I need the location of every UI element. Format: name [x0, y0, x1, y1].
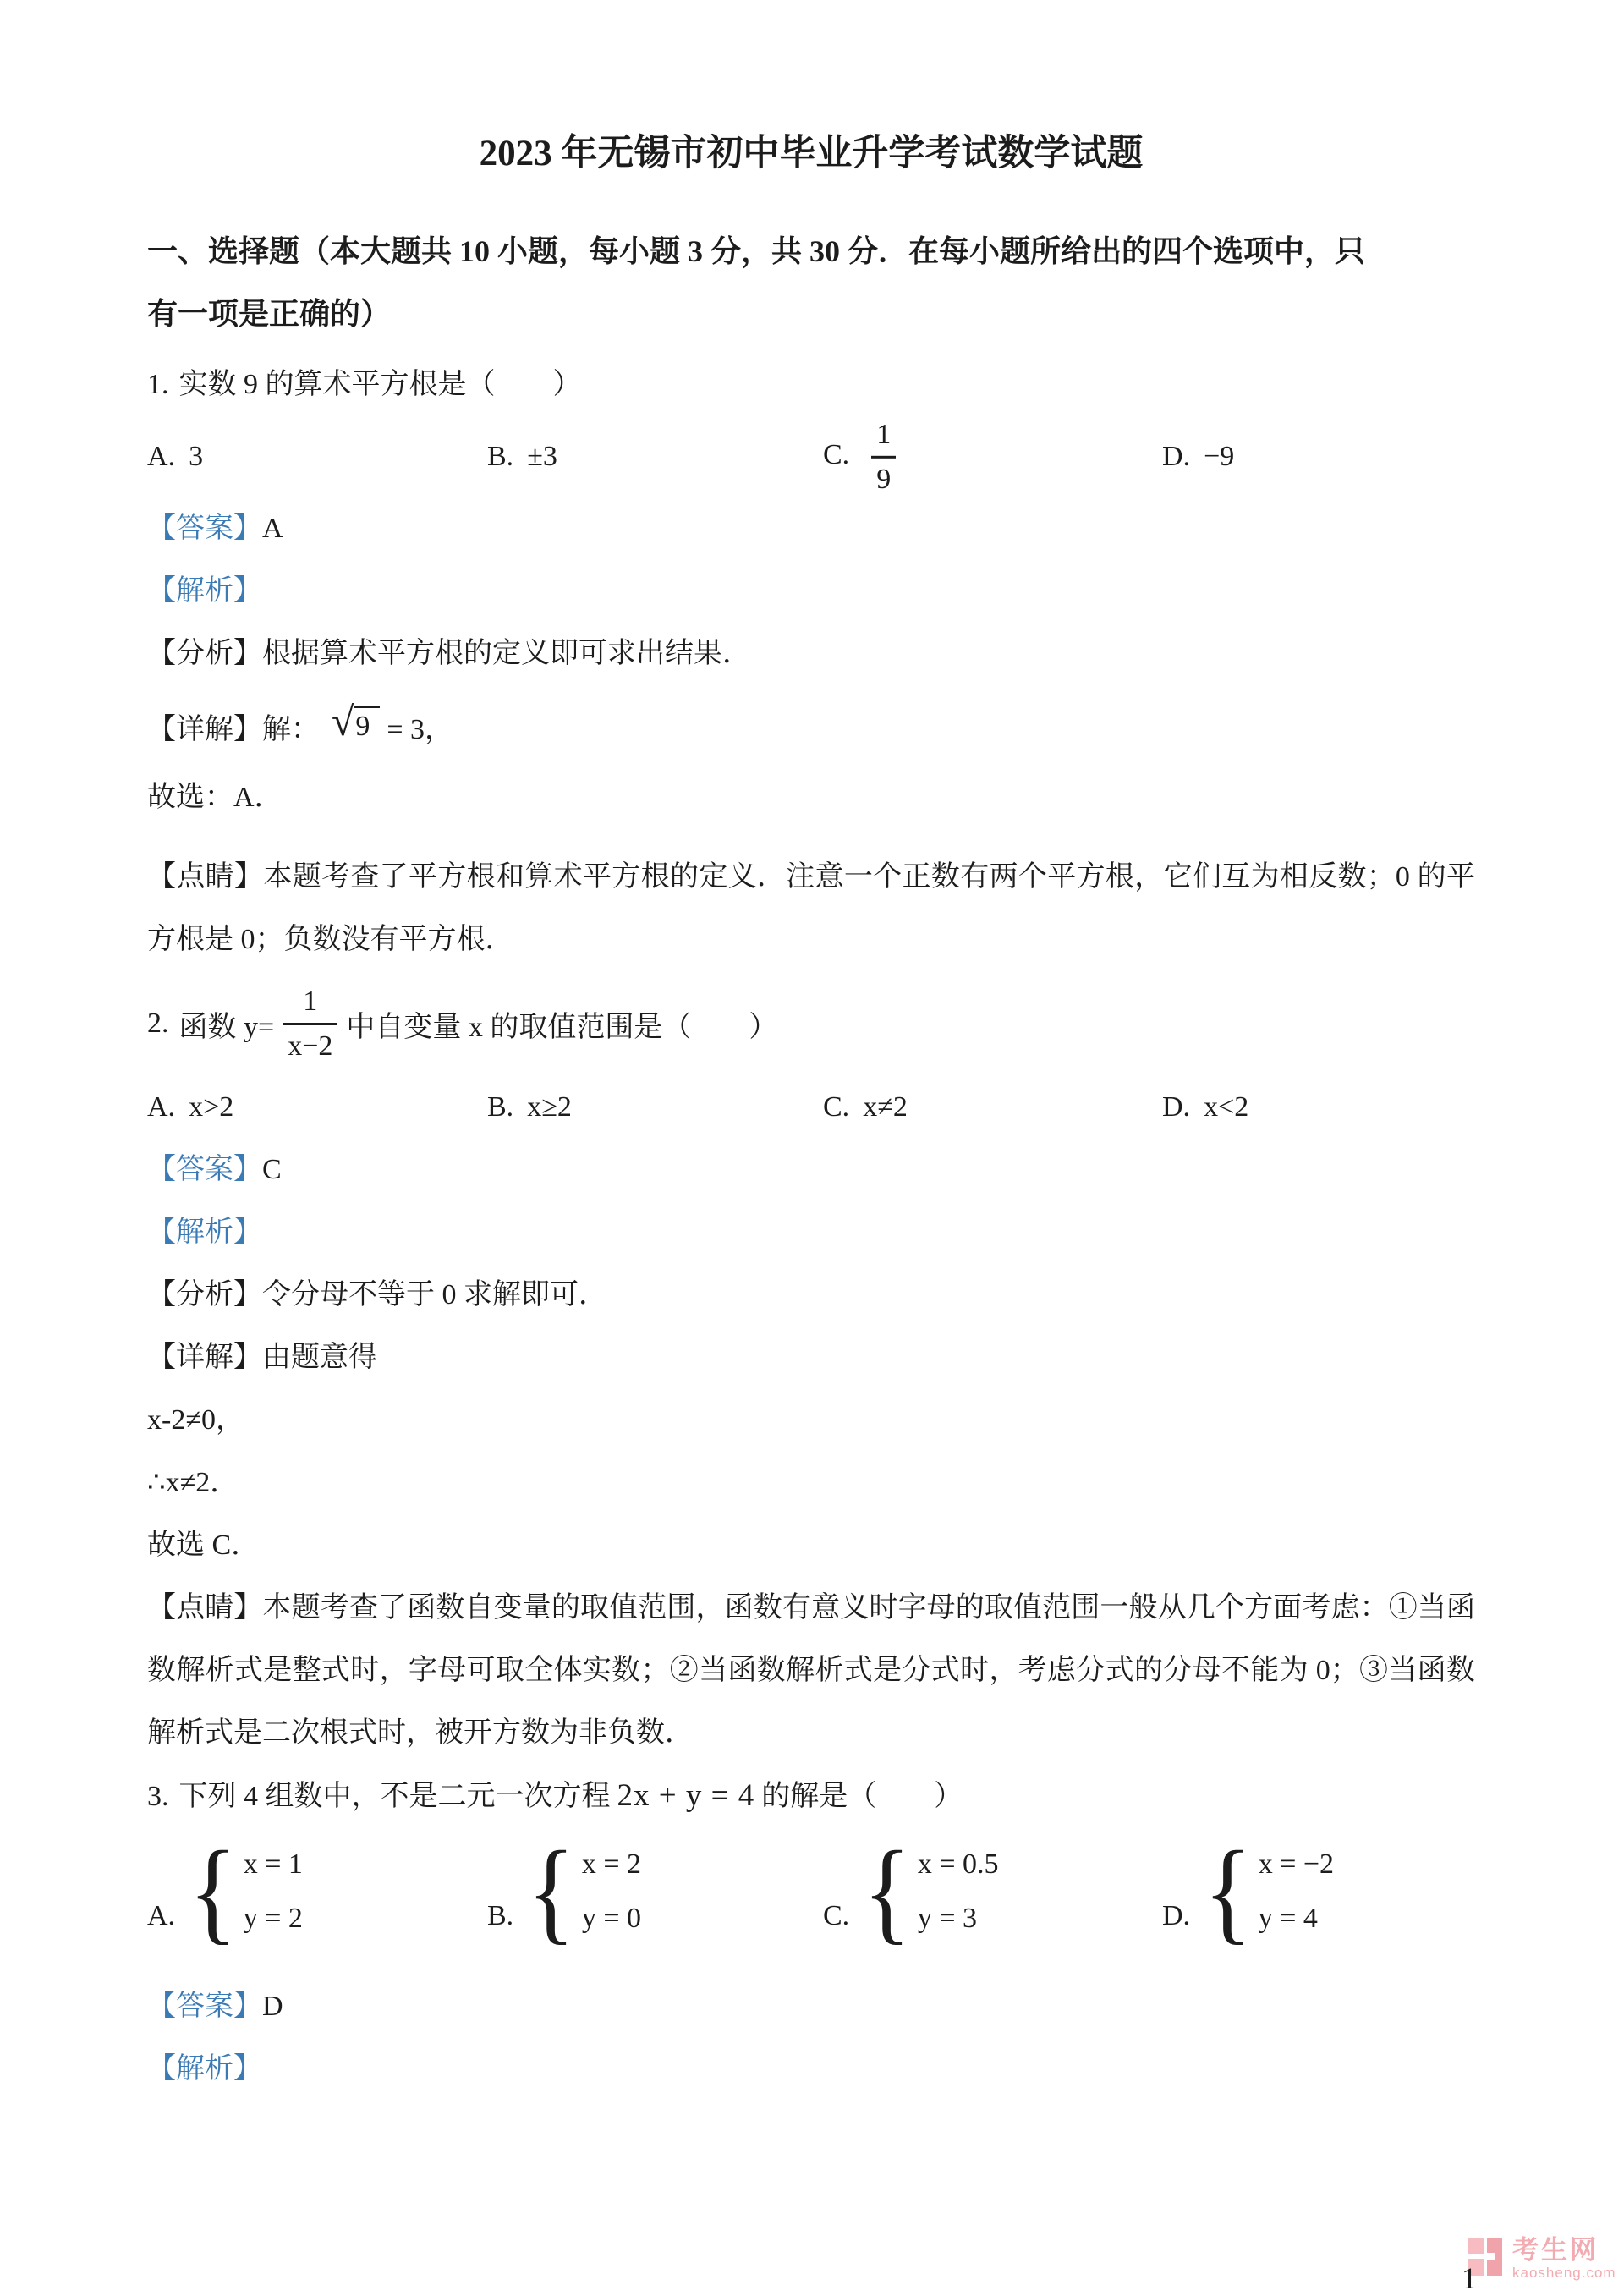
dianjing-label: 【点睛】 [147, 861, 264, 893]
brace-glyph: { [189, 1827, 237, 1955]
q2-analysis-text: 令分母不等于 0 求解即可． [262, 1279, 607, 1310]
q1-number: 1. [147, 369, 169, 400]
q2-option-b-value: x≥2 [527, 1091, 572, 1123]
q1-option-d [1162, 441, 1234, 473]
jiexi-label: 【解析】 [147, 575, 262, 607]
q1-option-c [823, 420, 904, 494]
q1-answer-line [147, 497, 1475, 560]
q2-answer-line [147, 1139, 1475, 1201]
q2-step2: ∴x≠2． [147, 1467, 239, 1498]
page-number: 1 [1462, 2261, 1477, 2295]
fraction-numerator: 1 [876, 418, 892, 450]
q2-option-d-label: D. [1162, 1091, 1191, 1123]
q3-option-a-line1: x = 1 [243, 1848, 303, 1880]
q3-option-b-line1: x = 2 [581, 1848, 642, 1880]
q3-option-c-line1: x = 0.5 [917, 1848, 999, 1880]
section-heading-line2: 有一项是正确的） [147, 297, 392, 331]
q1-conclusion-line: 故选：A． [147, 782, 283, 813]
page-title: 2023 年无锡市初中毕业升学考试数学试题 [479, 134, 1144, 173]
q1-note [147, 846, 1475, 971]
fenxi-label: 【分析】 [147, 1279, 262, 1310]
question-2 [147, 971, 1475, 1765]
answer-label: 【答案】 [147, 1991, 262, 2022]
q3-option-d-line1: x = −2 [1258, 1848, 1335, 1880]
q3-option-c [823, 1827, 999, 1955]
q3-stem-suffix: 的解是（ ） [761, 1781, 963, 1812]
q2-option-a-label: A. [147, 1091, 176, 1123]
q2-analysis-line [147, 1264, 1475, 1327]
q2-option-d [1162, 1091, 1248, 1123]
q1-option-b [487, 441, 557, 473]
kaosheng-watermark [1468, 2236, 1616, 2281]
q2-detail-line [147, 1327, 1475, 1389]
q3-option-b-line2: y = 0 [581, 1903, 642, 1934]
q1-options [147, 416, 1475, 497]
equation-system [189, 1827, 303, 1955]
watermark-site: kaosheng.com [1512, 2265, 1616, 2281]
q2-option-a [147, 1091, 233, 1123]
q1-detail-suffix: = 3， [387, 713, 454, 745]
q1-jiexi-line [147, 560, 1475, 623]
q3-option-a-line2: y = 2 [243, 1903, 303, 1934]
q1-option-d-label: D. [1162, 441, 1191, 472]
jiexi-label: 【解析】 [147, 2053, 262, 2085]
answer-label: 【答案】 [147, 513, 262, 544]
question-1 [147, 354, 1475, 971]
q2-option-b-label: B. [487, 1091, 514, 1123]
q2-option-d-value: x<2 [1204, 1091, 1249, 1123]
fraction-numerator: 1 [303, 985, 318, 1017]
q2-option-a-value: x>2 [189, 1091, 234, 1123]
brace-glyph: { [863, 1827, 911, 1955]
q1-option-a-value: 3 [189, 441, 204, 472]
q1-stem [147, 354, 1475, 416]
q3-option-d-line2: y = 4 [1258, 1903, 1318, 1934]
q2-options [147, 1076, 1475, 1139]
q2-option-b [487, 1091, 572, 1123]
q2-stem-prefix: 函数 y= [178, 1011, 275, 1043]
q3-equation: 2x + y = 4 [617, 1778, 755, 1813]
q3-answer-line [147, 1975, 1475, 2038]
page-content [147, 127, 1475, 2101]
q2-stem-suffix: 中自变量 x 的取值范围是（ ） [346, 1011, 778, 1043]
q2-fraction [283, 986, 337, 1061]
q1-option-c-fraction [871, 420, 896, 494]
question-3 [147, 1765, 1475, 2101]
q2-note [147, 1577, 1475, 1765]
q3-jiexi-line [147, 2038, 1475, 2101]
q3-stem-prefix: 下列 4 组数中，不是二元一次方程 [178, 1781, 611, 1812]
q3-answer-value: D [262, 1991, 283, 2022]
q2-option-c [823, 1091, 908, 1123]
q2-option-c-label: C. [823, 1091, 850, 1123]
q3-option-b-label: B. [487, 1900, 514, 1931]
q1-detail-line [147, 685, 1475, 766]
q2-step1: x-2≠0， [147, 1404, 244, 1436]
q1-detail-prefix: 解： [262, 713, 320, 745]
q3-option-a-label: A. [147, 1900, 176, 1931]
brace-glyph: { [1204, 1827, 1252, 1955]
q1-stem-text: 实数 9 的算术平方根是（ ） [178, 369, 582, 400]
sqrt-expression [332, 700, 380, 746]
q3-option-c-label: C. [823, 1900, 850, 1931]
q3-number: 3. [147, 1781, 169, 1812]
q2-conclusion-line: 故选 C． [147, 1530, 261, 1561]
q3-option-a [147, 1827, 303, 1955]
fraction-denominator: x−2 [283, 1023, 337, 1062]
radical-sign: √ [332, 700, 354, 744]
radicand: 9 [354, 706, 380, 741]
equation-system [1204, 1827, 1335, 1955]
equation-system [527, 1827, 642, 1955]
fraction-denominator: 9 [871, 456, 896, 495]
q1-analysis-text: 根据算术平方根的定义即可求出结果． [262, 638, 751, 669]
section-heading-line1: 一、选择题（本大题共 10 小题，每小题 3 分，共 30 分．在每小题所给出的四个选项中，只 [147, 234, 1366, 268]
fenxi-label: 【分析】 [147, 638, 262, 669]
q1-answer-value: A [262, 513, 283, 544]
dianjing-label: 【点睛】 [147, 1592, 263, 1623]
xiangjie-label: 【详解】 [147, 1342, 262, 1373]
q1-analysis-line [147, 623, 1475, 685]
q3-options [147, 1828, 1475, 1955]
jiexi-label: 【解析】 [147, 1217, 262, 1248]
section-heading [147, 220, 1475, 345]
q2-number: 2. [147, 1008, 169, 1039]
answer-label: 【答案】 [147, 1154, 262, 1185]
q3-option-b [487, 1827, 642, 1955]
q3-option-c-line2: y = 3 [917, 1903, 978, 1934]
q2-jiexi-line [147, 1201, 1475, 1264]
q1-option-c-label: C. [823, 438, 850, 470]
equation-system [863, 1827, 999, 1955]
q1-option-b-value: ±3 [527, 441, 557, 472]
q3-option-d-label: D. [1162, 1900, 1191, 1931]
brace-glyph: { [527, 1827, 575, 1955]
xiangjie-label: 【详解】 [147, 713, 262, 745]
q2-option-c-value: x≠2 [863, 1091, 908, 1123]
q1-option-a [147, 441, 203, 473]
q3-stem [147, 1765, 1475, 1828]
q2-stem [147, 971, 1475, 1076]
q1-option-b-label: B. [487, 441, 514, 472]
q2-detail-text: 由题意得 [262, 1342, 377, 1373]
watermark-brand: 考生网 [1512, 2235, 1599, 2265]
q1-option-d-value: −9 [1204, 441, 1235, 472]
q2-note-text: 本题考查了函数自变量的取值范围，函数有意义时字母的取值范围一般从几个方面考虑：①当函数解析式是整式时，字母可取全体实数；②当函数解析式是分式时，考虑分式的分母不能为 0；③当函数解析式是二次根式时，被开方数为非负数． [147, 1592, 1476, 1749]
q1-option-a-label: A. [147, 441, 176, 472]
q1-note-text: 本题考查了平方根和算术平方根的定义．注意一个正数有两个平方根，它们互为相反数；0 的平方根是 0；负数没有平方根． [147, 861, 1476, 955]
q2-answer-value: C [262, 1154, 282, 1185]
q3-option-d [1162, 1827, 1335, 1955]
